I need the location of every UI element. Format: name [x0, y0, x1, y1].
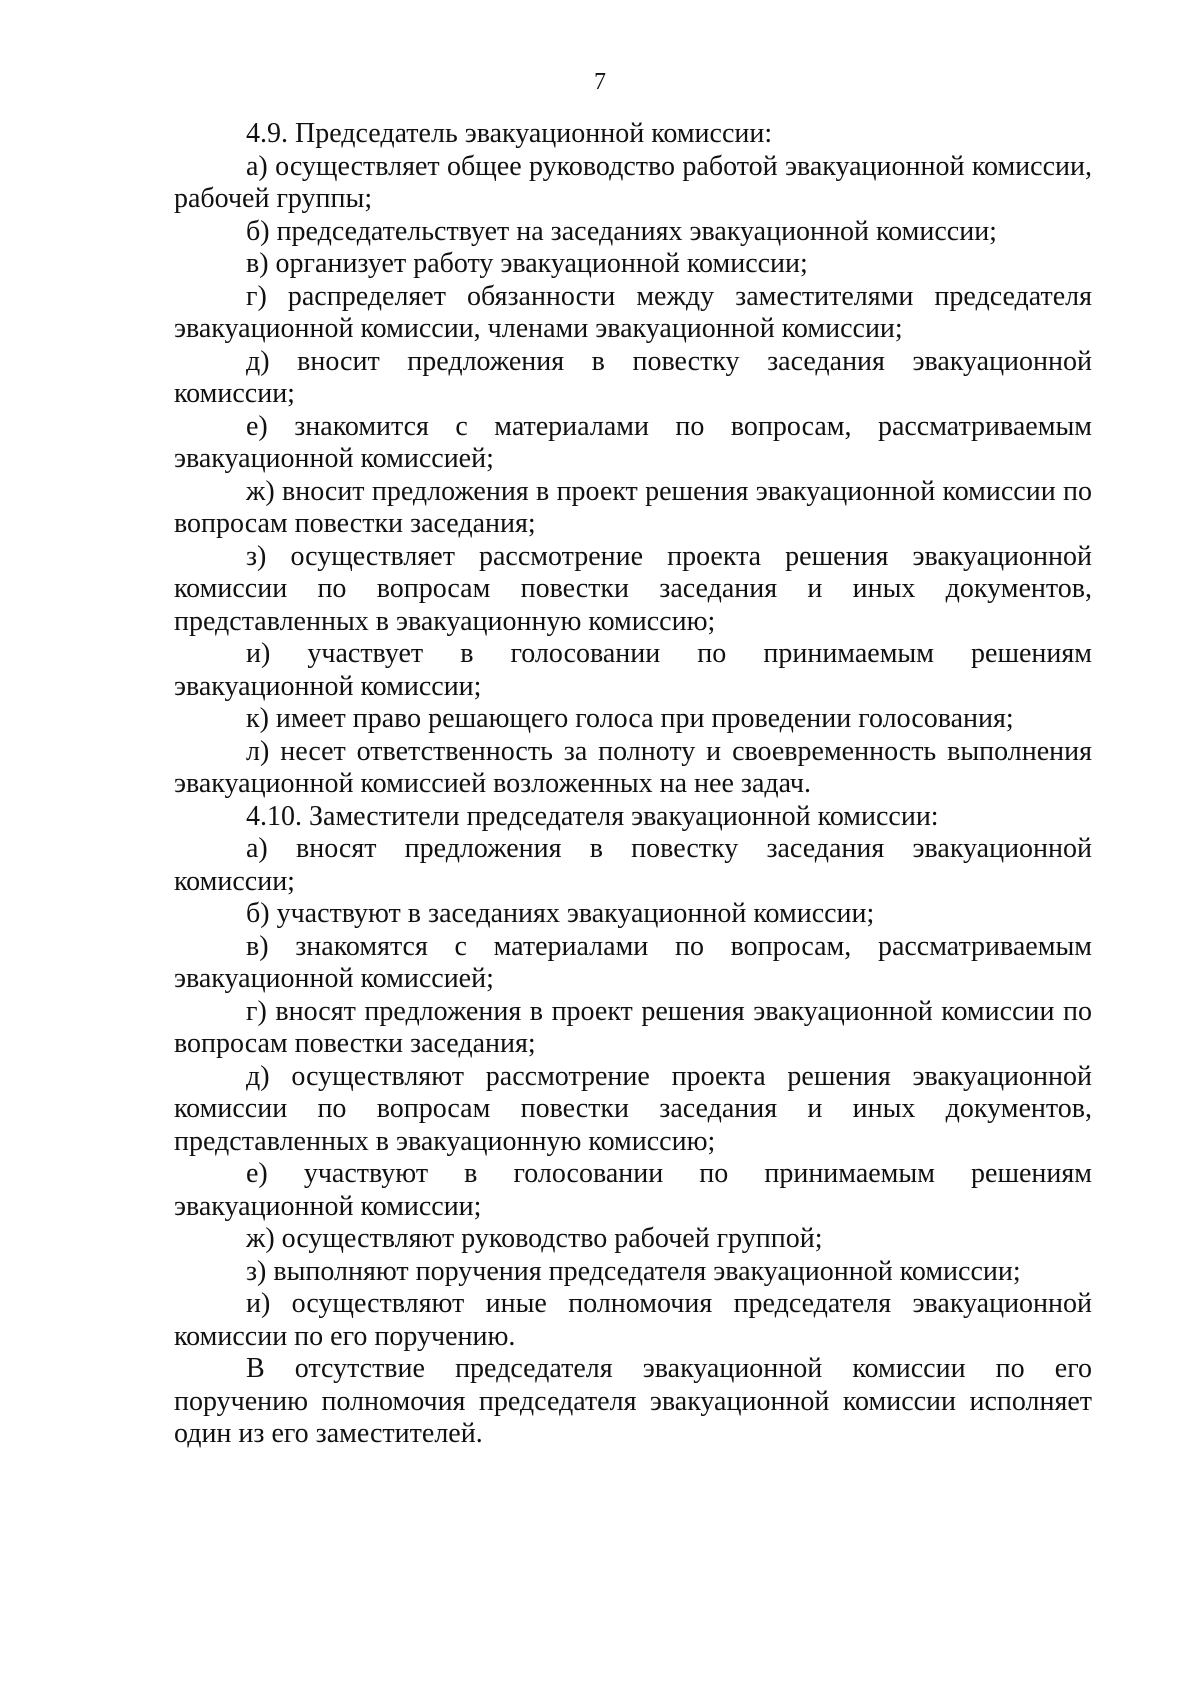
list-item-b: б) участвуют в заседаниях эвакуационной комиссии; [246, 898, 875, 929]
list-item-e: е) участвуют в голосовании по принимаемым решениям эвакуационной комиссии; [174, 1158, 1092, 1222]
document-body [174, 118, 1092, 1451]
section-4-10-heading: 4.10. Заместители председателя эвакуационной комиссии: [246, 800, 939, 832]
list-item-d: д) осуществляют рассмотрение проекта решения эвакуационной комиссии по вопросам повестки заседания и иных документов, представленных в эвакуационную комиссию; [174, 1060, 1092, 1157]
list-item-zh: ж) вносит предложения в проект решения эвакуационной комиссии по вопросам повестки заседания; [174, 475, 1092, 539]
list-item-v: в) знакомятся с материалами по вопросам, рассматриваемым эвакуационной комиссией; [174, 930, 1092, 994]
list-item-zh: ж) осуществляют руководство рабочей группой; [246, 1223, 823, 1254]
list-item-z: з) выполняют поручения председателя эвакуационной комиссии; [246, 1255, 1021, 1287]
list-item-i: и) участвует в голосовании по принимаемым решениям эвакуационной комиссии; [174, 638, 1092, 702]
list-item-g: г) вносят предложения в проект решения эвакуационной комиссии по вопросам повестки заседания; [174, 995, 1092, 1059]
section-4-9-heading: 4.9. Председатель эвакуационной комиссии: [246, 118, 773, 149]
list-item-z: з) осуществляет рассмотрение проекта решения эвакуационной комиссии по вопросам повестки заседания и иных документов, представленных в эвакуационную комиссию; [174, 540, 1092, 637]
list-item-k: к) имеет право решающего голоса при проведении голосования; [246, 703, 1014, 734]
list-item-d: д) вносит предложения в повестку заседания эвакуационной комиссии; [174, 345, 1092, 409]
closing-paragraph: В отсутствие председателя эвакуационной комиссии по его поручению полномочия председателя эвакуационной комиссии исполняет один из его заместителей. [174, 1353, 1092, 1449]
page-number: 7 [594, 69, 606, 95]
list-item-e: е) знакомится с материалами по вопросам, рассматриваемым эвакуационной комиссией; [174, 410, 1092, 474]
list-item-a: а) вносят предложения в повестку заседания эвакуационной комиссии; [174, 833, 1092, 897]
list-item-i: и) осуществляют иные полномочия председателя эвакуационной комиссии по его поручению. [174, 1288, 1092, 1352]
list-item-g: г) распределяет обязанности между заместителями председателя эвакуационной комиссии, членами эвакуационной комиссии; [174, 280, 1092, 344]
list-item-v: в) организует работу эвакуационной комиссии; [246, 248, 808, 279]
list-item-l: л) несет ответственность за полноту и своевременность выполнения эвакуационной комиссией возложенных на нее задач. [174, 735, 1092, 799]
list-item-a: а) осуществляет общее руководство работой эвакуационной комиссии, рабочей группы; [174, 150, 1092, 214]
list-item-b: б) председательствует на заседаниях эвакуационной комиссии; [246, 215, 997, 247]
